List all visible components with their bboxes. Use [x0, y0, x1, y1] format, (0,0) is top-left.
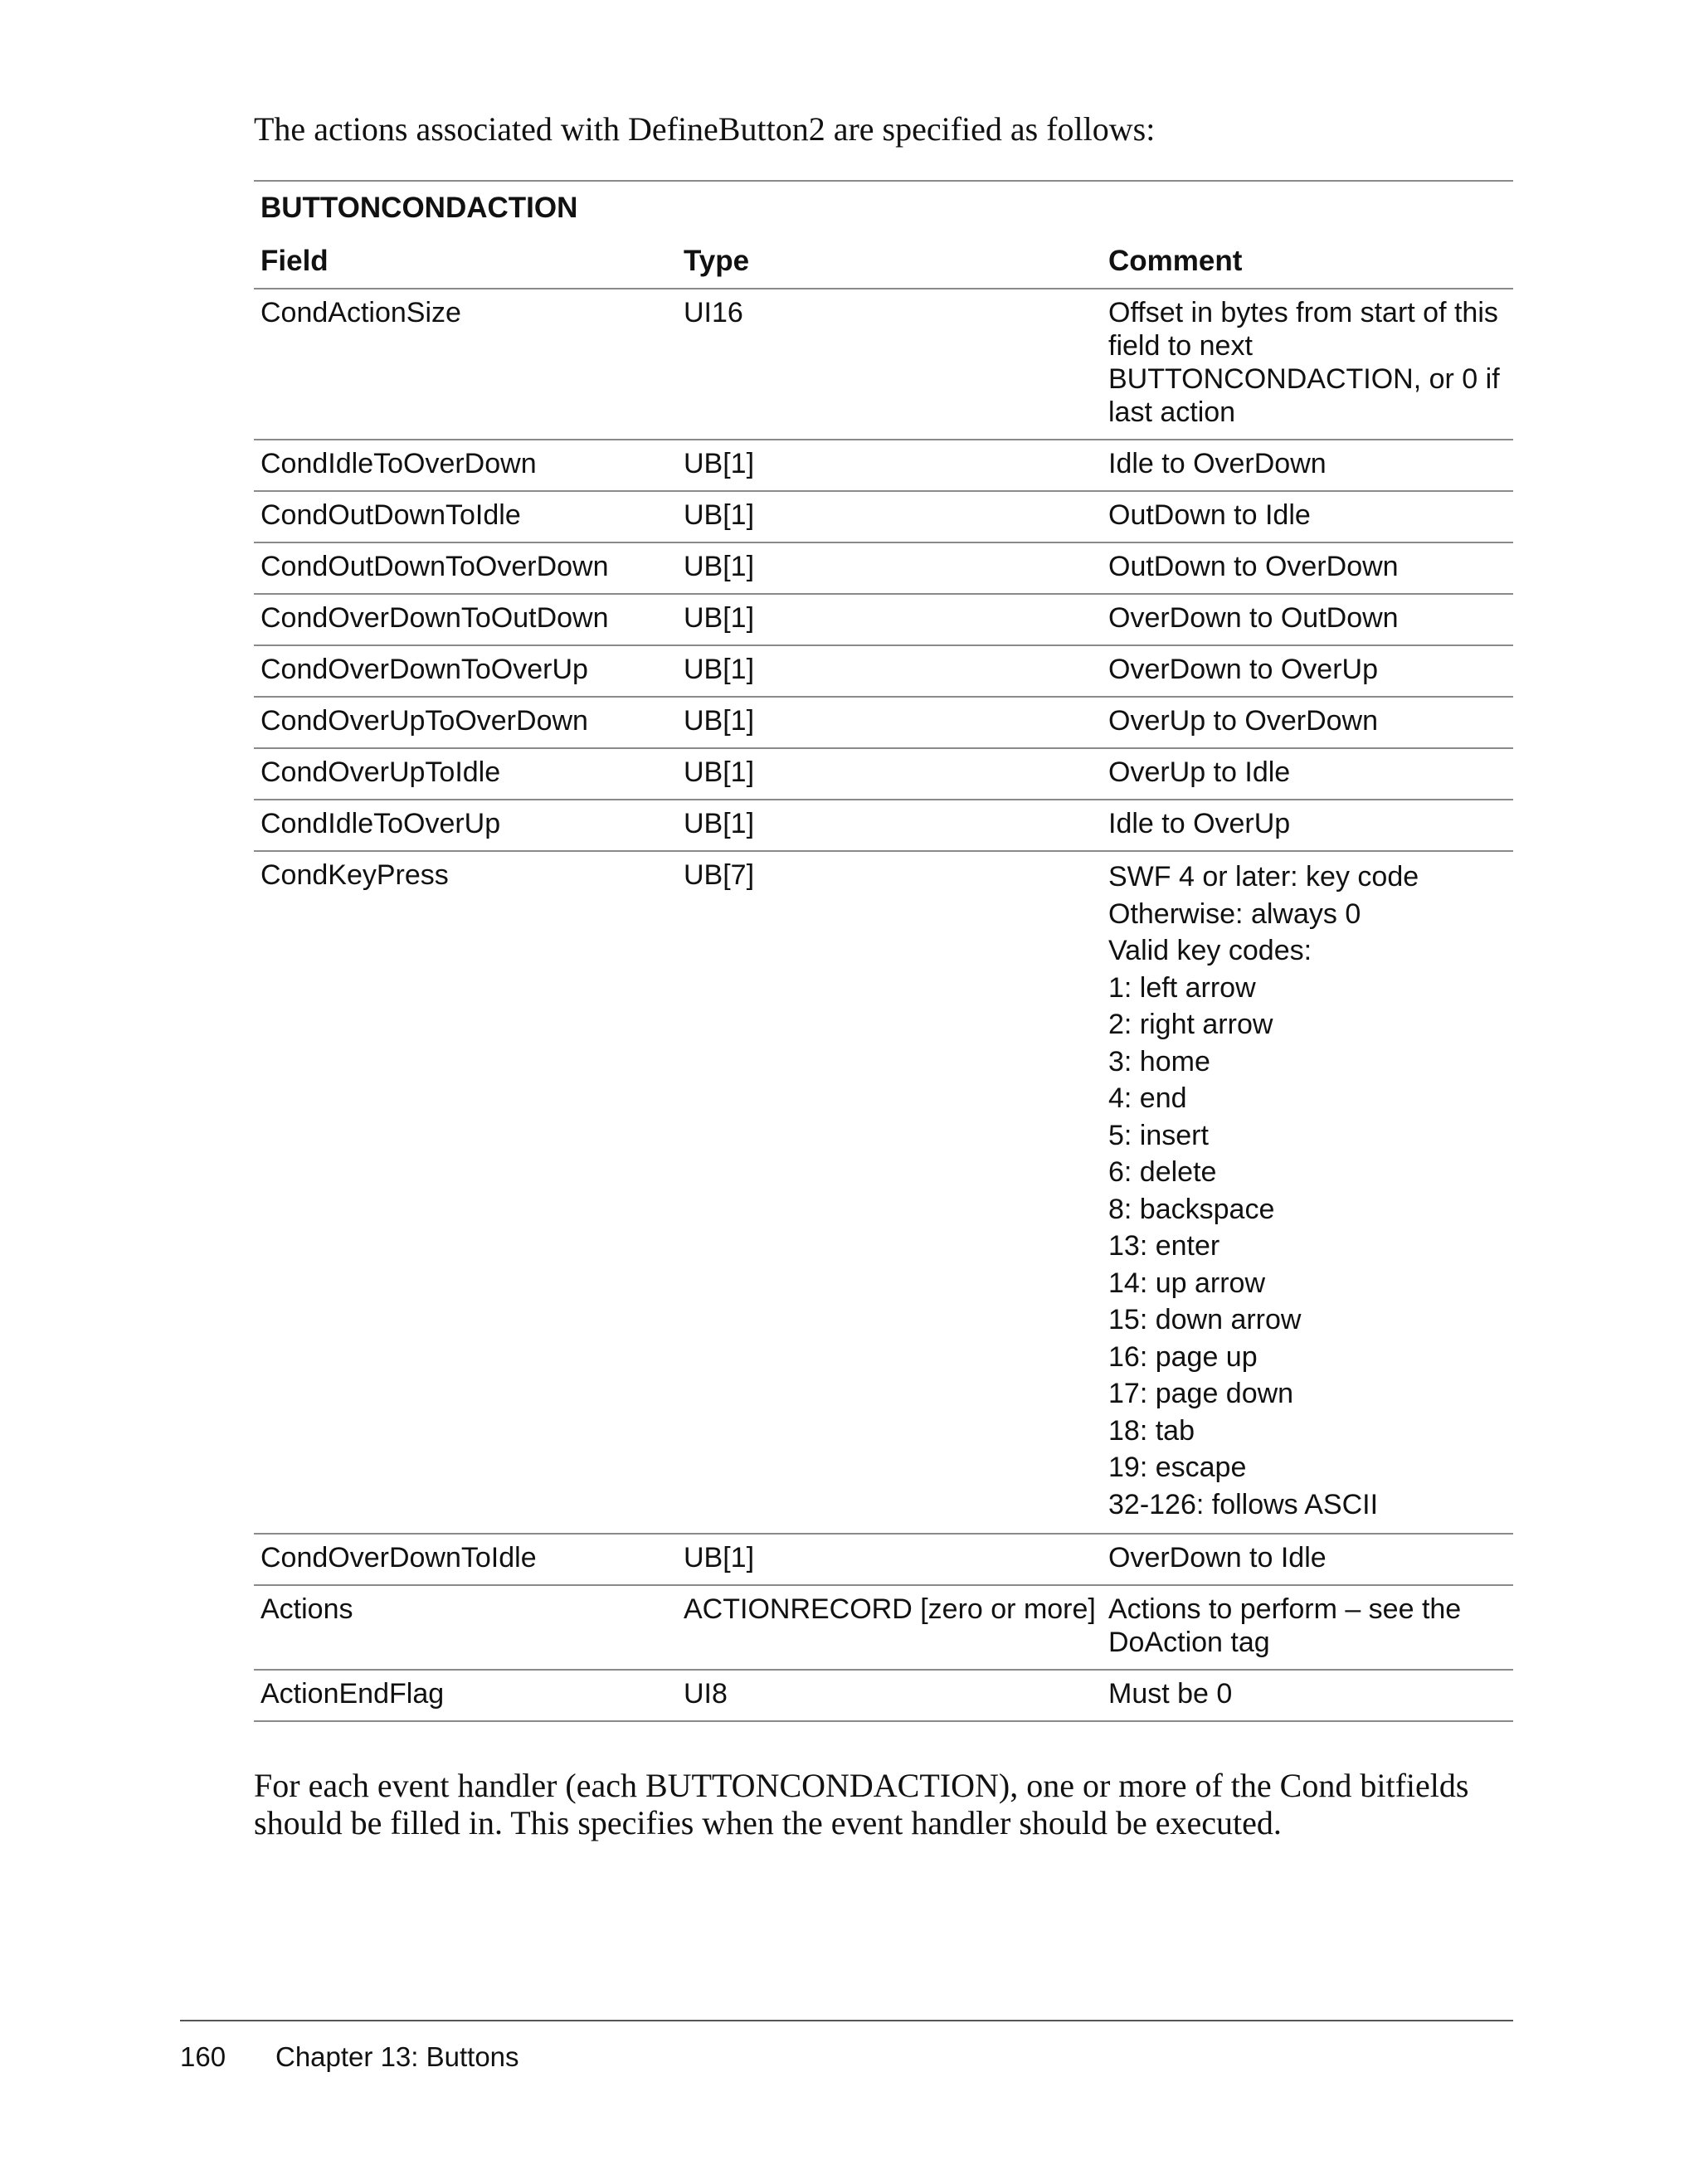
comment-line: 14: up arrow: [1108, 1267, 1265, 1299]
field-type-cell: UB[1]: [677, 1534, 1102, 1585]
field-name-cell: CondActionSize: [254, 289, 677, 440]
page-footer: [180, 2041, 519, 2074]
field-type-cell: UB[1]: [677, 697, 1102, 748]
field-name-cell: ActionEndFlag: [254, 1670, 677, 1721]
field-comment-cell: Must be 0: [1102, 1670, 1513, 1721]
field-name-cell: CondOverUpToOverDown: [254, 697, 677, 748]
intro-paragraph: The actions associated with DefineButton2 are specified as follows:: [254, 110, 1156, 148]
comment-line: SWF 4 or later: key code: [1108, 861, 1419, 893]
header-comment: Comment: [1102, 235, 1513, 289]
footer-divider: [180, 2020, 1513, 2021]
field-comment-cell: OverUp to OverDown: [1102, 697, 1513, 748]
field-comment-cell: OverUp to Idle: [1102, 748, 1513, 800]
field-name-cell: CondIdleToOverUp: [254, 800, 677, 851]
field-type-cell: UB[1]: [677, 491, 1102, 542]
field-type-cell: UB[1]: [677, 440, 1102, 491]
field-type-cell: ACTIONRECORD [zero or more]: [677, 1585, 1102, 1670]
chapter-title: Chapter 13: Buttons: [275, 2041, 519, 2072]
closing-paragraph: For each event handler (each BUTTONCONDACTION), one or more of the Cond bitfields should be filled in. This specifies when the event handler should be executed.: [254, 1767, 1469, 1841]
field-type-cell: UB[1]: [677, 594, 1102, 645]
field-type-cell: UB[7]: [677, 851, 1102, 1534]
table-body: [254, 289, 1513, 1721]
table-row: [254, 491, 1513, 542]
field-name-cell: CondOutDownToIdle: [254, 491, 677, 542]
comment-line: 6: delete: [1108, 1156, 1217, 1188]
comment-line: Otherwise: always 0: [1108, 897, 1361, 930]
field-comment-cell: Idle to OverUp: [1102, 800, 1513, 851]
field-type-cell: UB[1]: [677, 645, 1102, 697]
comment-line: 5: insert: [1108, 1119, 1209, 1151]
comment-line: 1: left arrow: [1108, 971, 1256, 1004]
field-table: [254, 235, 1513, 1722]
comment-line: 18: tab: [1108, 1414, 1195, 1447]
field-name-cell: CondOverUpToIdle: [254, 748, 677, 800]
field-name-cell: CondOverDownToOutDown: [254, 594, 677, 645]
table-row: [254, 289, 1513, 440]
header-type: Type: [677, 235, 1102, 289]
table-row: [254, 748, 1513, 800]
field-name-cell: CondOutDownToOverDown: [254, 542, 677, 594]
page-number: 160: [180, 2041, 226, 2072]
comment-line: 32-126: follows ASCII: [1108, 1488, 1379, 1520]
table-header-row: [254, 235, 1513, 289]
header-field: Field: [254, 235, 677, 289]
field-comment-cell: OverDown to OverUp: [1102, 645, 1513, 697]
field-name-cell: CondOverDownToOverUp: [254, 645, 677, 697]
field-comment-cell: OverDown to Idle: [1102, 1534, 1513, 1585]
comment-line: 19: escape: [1108, 1452, 1247, 1483]
comment-line: 16: page up: [1108, 1340, 1258, 1373]
field-comment-cell: Idle to OverDown: [1102, 440, 1513, 491]
table-caption: BUTTONCONDACTION: [260, 192, 578, 224]
table-row: [254, 1670, 1513, 1721]
field-type-cell: UI8: [677, 1670, 1102, 1721]
comment-line: 15: down arrow: [1108, 1304, 1302, 1335]
field-name-cell: CondOverDownToIdle: [254, 1534, 677, 1585]
table-row: [254, 542, 1513, 594]
comment-line: Valid key codes:: [1108, 935, 1312, 966]
buttoncondaction-table: [254, 180, 1513, 1722]
comment-line: 3: home: [1108, 1045, 1210, 1077]
field-comment-cell: Actions to perform – see the DoAction tag: [1102, 1585, 1513, 1670]
field-type-cell: UB[1]: [677, 748, 1102, 800]
field-type-cell: UI16: [677, 289, 1102, 440]
table-row: [254, 851, 1513, 1534]
field-name-cell: CondKeyPress: [254, 851, 677, 1534]
comment-line: 8: backspace: [1108, 1193, 1275, 1225]
field-comment-cell: OverDown to OutDown: [1102, 594, 1513, 645]
comment-line: 13: enter: [1108, 1230, 1220, 1262]
field-comment-cell: Offset in bytes from start of this field to next BUTTONCONDACTION, or 0 if last action: [1102, 289, 1513, 440]
table-row: [254, 645, 1513, 697]
comment-line: 4: end: [1108, 1082, 1187, 1114]
table-row: [254, 440, 1513, 491]
comment-line: 17: page down: [1108, 1378, 1294, 1409]
field-name-cell: CondIdleToOverDown: [254, 440, 677, 491]
field-comment-cell: OutDown to Idle: [1102, 491, 1513, 542]
field-name-cell: Actions: [254, 1585, 677, 1670]
field-type-cell: UB[1]: [677, 800, 1102, 851]
table-row: [254, 1585, 1513, 1670]
table-row: [254, 1534, 1513, 1585]
field-comment-cell: [1102, 851, 1513, 1534]
table-row: [254, 594, 1513, 645]
table-row: [254, 697, 1513, 748]
field-type-cell: UB[1]: [677, 542, 1102, 594]
comment-line: 2: right arrow: [1108, 1009, 1273, 1040]
table-row: [254, 800, 1513, 851]
field-comment-cell: OutDown to OverDown: [1102, 542, 1513, 594]
